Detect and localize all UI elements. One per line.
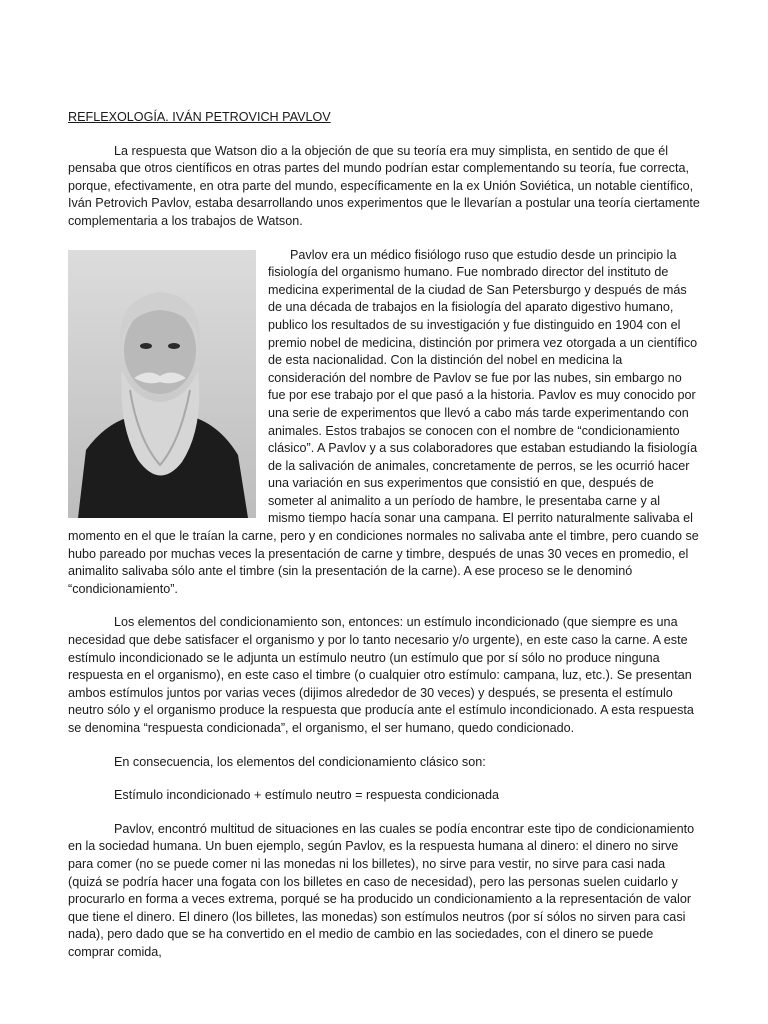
paragraph-intro: La respuesta que Watson dio a la objeción de que su teoría era muy simplista, en sentido de que él pensaba que otros científicos en otras partes del mundo podrían estar complementando su teoría, fue correcta, porque, efectivamente, en otra parte del mundo, específicamente en la ex Unión Soviética, un notable científico, Iván Petrovich Pavlov, estaba desarrollando unos experimentos que le llevarían a postular una teoría ciertamente complementaria a los trabajos de Watson. bbox=[68, 143, 700, 228]
document-body bbox=[68, 109, 700, 962]
paragraph-money-example: Pavlov, encontró multitud de situaciones en las cuales se podía encontrar este tipo de condicionamiento en la sociedad humana. Un buen ejemplo, según Pavlov, es la respuesta humana al dinero: el dinero no sirve para comer (no se puede comer ni las monedas ni los billetes), no sirve para vestir, no sirve para casi nada (quizá se podría hacer una fogata con los billetes en caso de necesidad), pero las personas suelen cuidarlo y procurarlo en forma a veces extrema, porqué se ha producido un condicionamiento a la representación de valor que tiene el dinero. El dinero (los billetes, las monedas) son estímulos neutros (por sí sólos no sirven para casi nada), pero dado que se ha convertido en el medio de cambio en las sociedades, con el dinero se puede comprar comida, bbox=[68, 821, 695, 959]
portrait-illustration bbox=[68, 250, 256, 518]
paragraph-elements: Los elementos del condicionamiento son, entonces: un estímulo incondicionado (que siempre es una necesidad que debe satisfacer el organismo y por lo tanto necesario y/o urgente), en este caso la carne. A este estímulo incondicionado se le adjunta un estímulo neutro (un estímulo que por sí sólo no produce ninguna respuesta en el organismo), en este caso el timbre (o cualquier otro estímulo: campana, luz, etc.). Se presentan ambos estímulos juntos por varias veces (dijimos alrededor de 30 veces) y después, se presenta el estímulo neutro sólo y el organismo produce la respuesta que producía ante el estímulo incondicionado. A esta respuesta se denomina “respuesta condicionada”, el organismo, el ser humano, quedo condicionado. bbox=[68, 615, 694, 735]
paragraph-consequence: En consecuencia, los elementos del condicionamiento clásico son: bbox=[114, 754, 486, 769]
paragraph-formula: Estímulo incondicionado + estímulo neutro = respuesta condicionada bbox=[114, 788, 500, 803]
portrait-section bbox=[68, 247, 700, 599]
pavlov-portrait-image bbox=[68, 250, 256, 518]
paragraph-pavlov-bio: Pavlov era un médico fisiólogo ruso que estudio desde un principio la fisiología del organismo humano. Fue nombrado director del instituto de medicina experimental de la ciudad de San Petersburgo y después de más de una década de trabajos en la fisiología del aparato digestivo humano, publico los resultados de su investigación y fue distinguido en 1904 con el premio nobel de medicina, distinción por primera vez otorgada a un científico de esta nacionalidad. Con la distinción del nobel en medicina la consideración del nombre de Pavlov se fue por las nubes, sin embargo no fue por ese trabajo por el que pasó a la historia. Pavlov es muy conocido por una serie de experimentos que llevó a cabo más tarde experimentando con animales. Estos trabajos se conocen con el nombre de “condicionamiento clásico”. A Pavlov y a sus colaboradores que estaban estudiando la fisiología de la salivación de animales, concretamente de perros, se les ocurrió hacer una variación en sus experimentos que consistió en que, después de someter al animalito a un período de hambre, le presentaba carne y al mismo tiempo hacía sonar una campana. El perrito naturalmente salivaba el momento en el que le traían la carne, pero y en condiciones normales no salivaba ante el timbre, pero cuando se hubo pareado por muchas veces la presentación de carne y timbre, después de unas 30 veces en promedio, el animalito salivaba sólo ante el timbre (sin la presentación de la carne). A ese proceso se le denominó “condicionamiento”. bbox=[68, 247, 699, 596]
document-title: REFLEXOLOGÍA. IVÁN PETROVICH PAVLOV bbox=[68, 110, 331, 124]
